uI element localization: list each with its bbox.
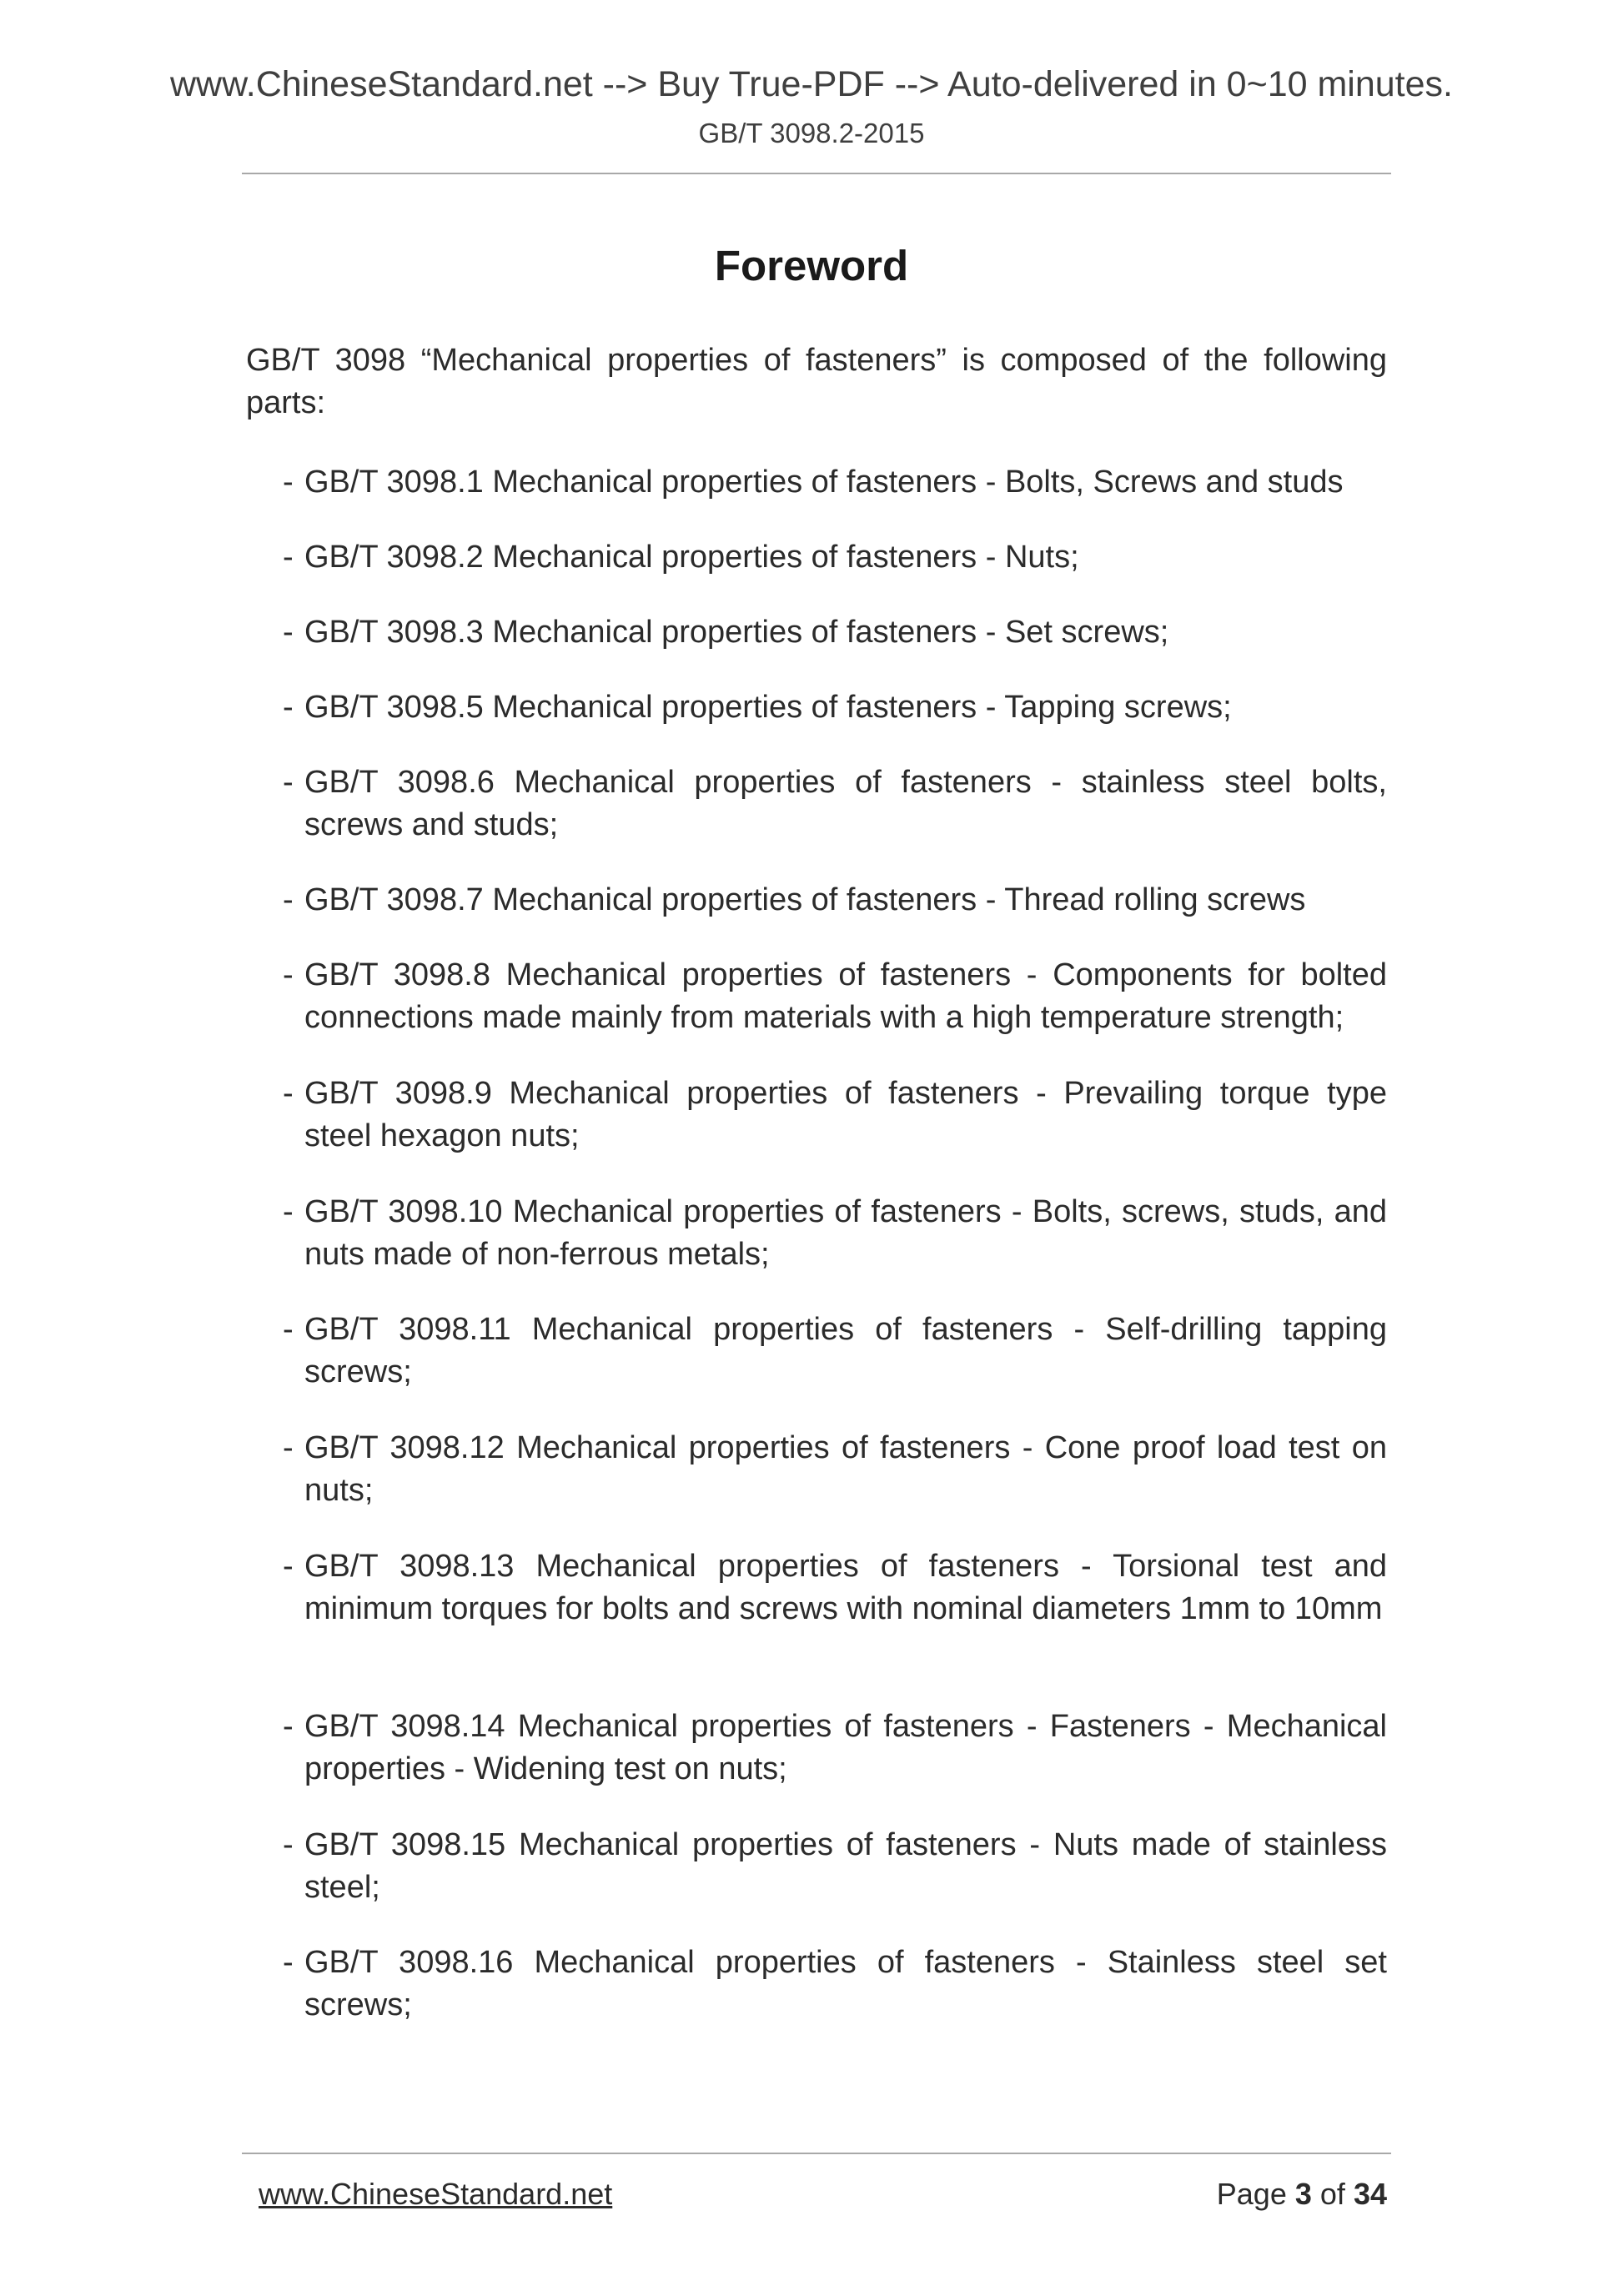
list-item-text: GB/T 3098.6 Mechanical properties of fasteners - stainless steel bolts, screws and studs;: [304, 765, 1387, 842]
list-item: [283, 461, 1387, 504]
list-item: [283, 1309, 1387, 1394]
list-item-text: GB/T 3098.10 Mechanical properties of fasteners - Bolts, screws, studs, and nuts made of non-ferrous metals;: [304, 1194, 1387, 1272]
list-item-text: GB/T 3098.13 Mechanical properties of fasteners - Torsional test and minimum torques for bolts and screws with nominal diameters 1mm to 10mm: [304, 1549, 1387, 1626]
list-dash: -: [283, 957, 294, 992]
list-item-text: GB/T 3098.15 Mechanical properties of fasteners - Nuts made of stainless steel;: [304, 1827, 1387, 1905]
list-item: [283, 536, 1387, 579]
list-item: [283, 1427, 1387, 1512]
total-pages: 34: [1353, 2177, 1387, 2211]
list-dash: -: [283, 882, 294, 917]
list-item-text: GB/T 3098.14 Mechanical properties of fasteners - Fasteners - Mechanical properties - Widening test on nuts;: [304, 1709, 1387, 1786]
list-dash: -: [283, 1549, 294, 1584]
list-dash: -: [283, 540, 294, 575]
footer-divider: [242, 2153, 1391, 2154]
list-item: [283, 1706, 1387, 1791]
current-page: 3: [1294, 2177, 1312, 2211]
list-item-text: GB/T 3098.7 Mechanical properties of fasteners - Thread rolling screws: [304, 882, 1306, 917]
footer-website-link[interactable]: www.ChineseStandard.net: [259, 2177, 613, 2211]
header-standard-code: GB/T 3098.2-2015: [698, 118, 925, 148]
list-item-text: GB/T 3098.9 Mechanical properties of fasteners - Prevailing torque type steel hexagon nuts;: [304, 1076, 1387, 1153]
page-number: [1217, 2176, 1387, 2213]
list-item-text: GB/T 3098.2 Mechanical properties of fasteners - Nuts;: [304, 540, 1079, 575]
list-dash: -: [283, 1827, 294, 1862]
intro-paragraph: GB/T 3098 “Mechanical properties of fasteners” is composed of the following parts:: [246, 343, 1387, 420]
list-item: [283, 1545, 1387, 1630]
list-item: [283, 1942, 1387, 2027]
list-item: [283, 686, 1387, 729]
list-item: [283, 761, 1387, 847]
list-dash: -: [283, 1076, 294, 1111]
list-dash: -: [283, 465, 294, 500]
list-item-text: GB/T 3098.1 Mechanical properties of fasteners - Bolts, Screws and studs: [304, 465, 1344, 500]
list-item-text: GB/T 3098.5 Mechanical properties of fasteners - Tapping screws;: [304, 690, 1232, 725]
list-dash: -: [283, 1430, 294, 1465]
list-dash: -: [283, 1194, 294, 1229]
list-dash: -: [283, 690, 294, 725]
list-item: [283, 1191, 1387, 1276]
list-item-text: GB/T 3098.3 Mechanical properties of fasteners - Set screws;: [304, 615, 1169, 650]
list-item-text: GB/T 3098.12 Mechanical properties of fasteners - Cone proof load test on nuts;: [304, 1430, 1387, 1508]
list-item-text: GB/T 3098.11 Mechanical properties of fasteners - Self-drilling tapping screws;: [304, 1312, 1387, 1389]
page-title: Foreword: [714, 242, 909, 289]
list-dash: -: [283, 765, 294, 800]
list-item: [283, 1824, 1387, 1909]
list-item: [283, 879, 1387, 922]
list-dash: -: [283, 1312, 294, 1347]
header-banner: www.ChineseStandard.net --> Buy True-PDF --> Auto-delivered in 0~10 minutes.: [169, 64, 1453, 104]
list-item-text: GB/T 3098.8 Mechanical properties of fasteners - Components for bolted connections made mainly from materials with a high temperature strength;: [304, 957, 1387, 1035]
list-item: [283, 954, 1387, 1039]
list-item-text: GB/T 3098.16 Mechanical properties of fasteners - Stainless steel set screws;: [304, 1945, 1387, 2022]
page-of-label: of: [1319, 2177, 1345, 2211]
list-dash: -: [283, 615, 294, 650]
list-item: [283, 1073, 1387, 1158]
list-dash: -: [283, 1709, 294, 1744]
list-item: [283, 611, 1387, 654]
page-label: Page: [1216, 2177, 1287, 2211]
list-dash: -: [283, 1945, 294, 1980]
